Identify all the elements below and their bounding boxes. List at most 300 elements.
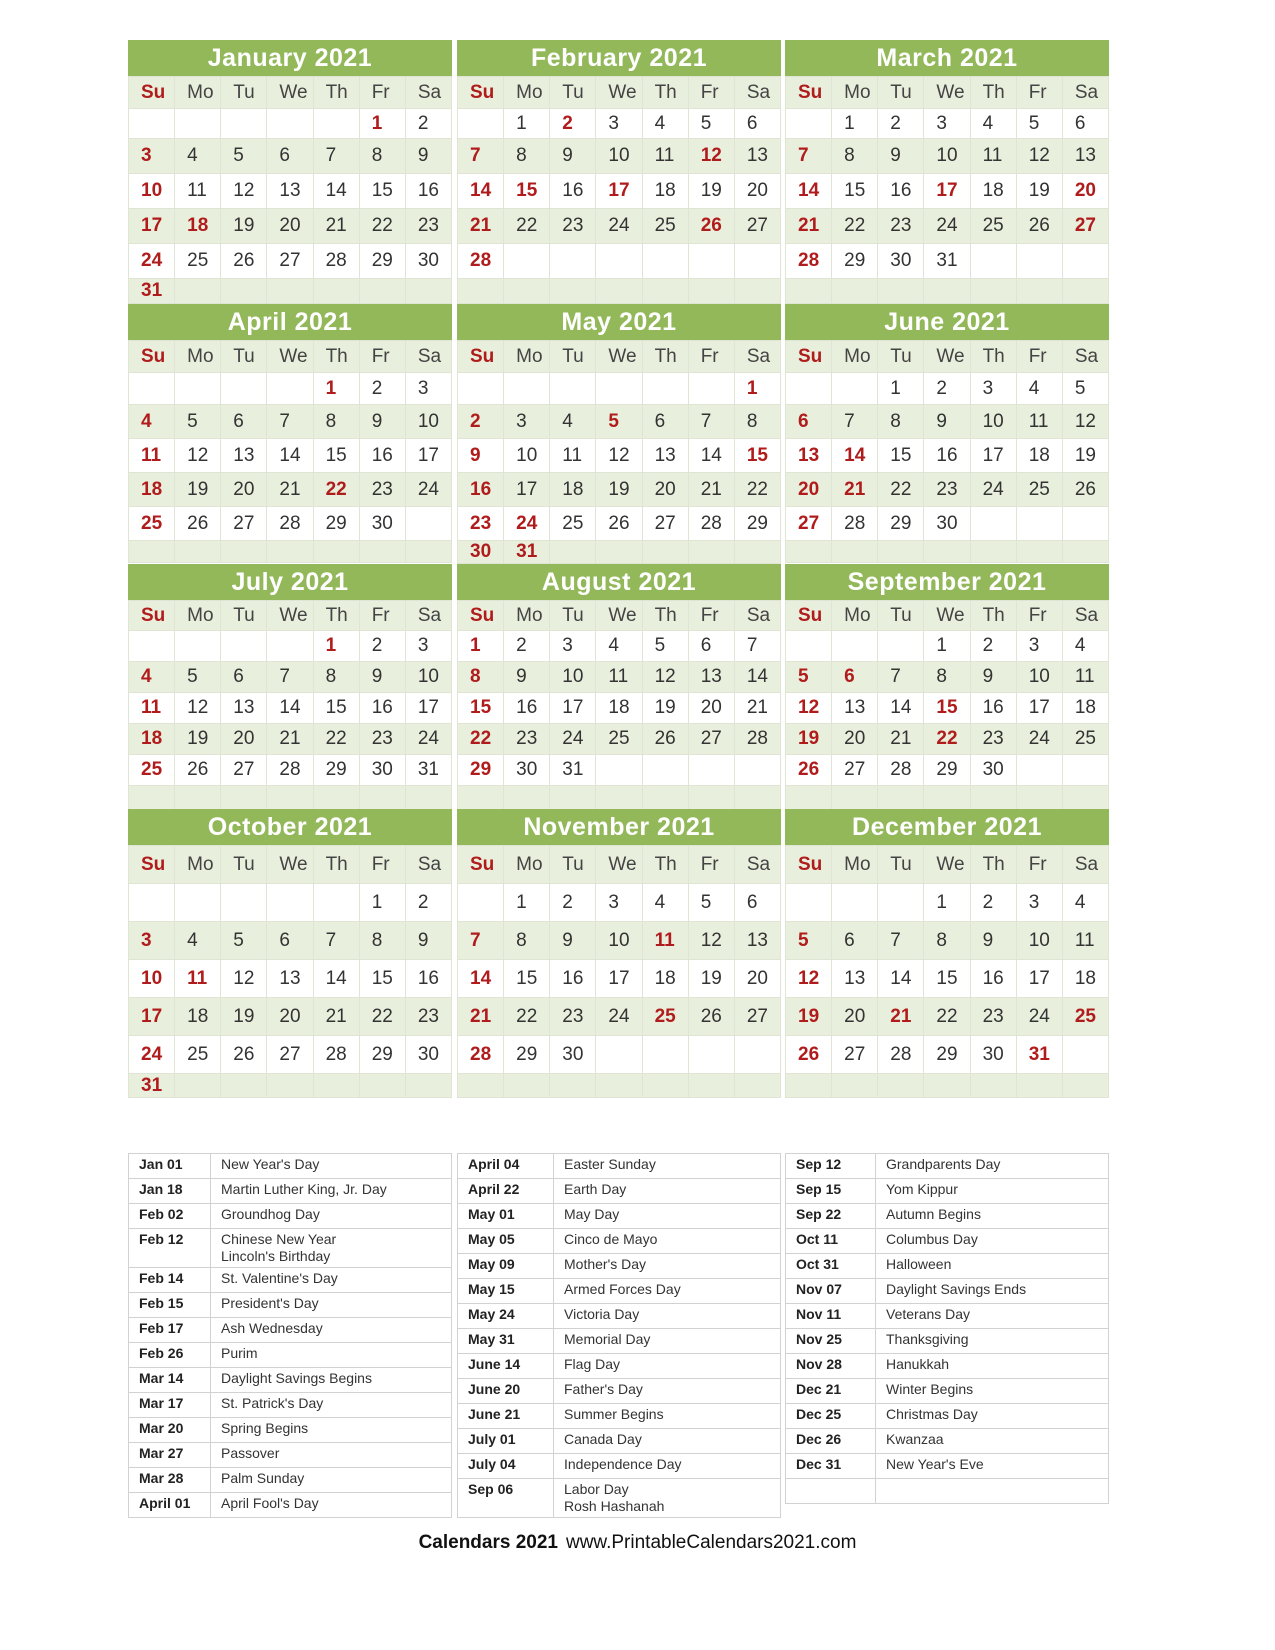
- day-cell: 22: [313, 473, 359, 507]
- empty-day-cell: [786, 541, 832, 563]
- holiday-row: [458, 1204, 781, 1229]
- holiday-name: Kwanzaa: [876, 1429, 1109, 1454]
- day-cell: 15: [313, 693, 359, 724]
- day-cell: 17: [596, 174, 642, 209]
- day-cell: 19: [688, 960, 734, 998]
- holiday-name: Palm Sunday: [211, 1468, 452, 1493]
- holiday-name: Armed Forces Day: [554, 1279, 781, 1304]
- week-row: [786, 373, 1109, 405]
- holiday-name: Easter Sunday: [554, 1154, 781, 1179]
- week-row: [129, 109, 452, 139]
- day-cell: 17: [129, 209, 175, 244]
- empty-day-cell: [458, 786, 504, 810]
- day-cell: 12: [688, 139, 734, 174]
- day-cell: 7: [267, 405, 313, 439]
- day-cell: 20: [832, 724, 878, 755]
- weekday-label: Mo: [175, 846, 221, 884]
- day-cell: 7: [734, 631, 780, 662]
- holiday-row: [458, 1254, 781, 1279]
- weekday-label: Sa: [1062, 846, 1108, 884]
- day-cell: 17: [924, 174, 970, 209]
- holiday-date: Feb 26: [129, 1343, 211, 1368]
- day-cell: 24: [504, 507, 550, 541]
- weekday-label: Fr: [1016, 341, 1062, 373]
- holiday-name: Martin Luther King, Jr. Day: [211, 1179, 452, 1204]
- empty-day-cell: [786, 786, 832, 810]
- day-cell: 6: [267, 922, 313, 960]
- week-row: [458, 209, 781, 244]
- day-cell: 6: [832, 922, 878, 960]
- holiday-name: Autumn Begins: [876, 1204, 1109, 1229]
- day-cell: 13: [734, 139, 780, 174]
- weekday-label: Su: [786, 77, 832, 109]
- day-cell: 8: [359, 922, 405, 960]
- month-may: [457, 304, 781, 564]
- day-cell: 6: [786, 405, 832, 439]
- empty-day-cell: [175, 109, 221, 139]
- empty-day-cell: [786, 109, 832, 139]
- empty-day-cell: [175, 786, 221, 810]
- day-cell: 2: [405, 884, 451, 922]
- holiday-name: Summer Begins: [554, 1404, 781, 1429]
- month-grid: [457, 76, 781, 304]
- weekday-header-row: [786, 341, 1109, 373]
- empty-day-cell: [642, 1074, 688, 1098]
- holiday-date: Sep 12: [786, 1154, 876, 1179]
- day-cell: 21: [267, 473, 313, 507]
- weekday-label: Sa: [1062, 341, 1108, 373]
- empty-day-cell: [129, 631, 175, 662]
- week-row: [129, 279, 452, 304]
- day-cell: 9: [924, 405, 970, 439]
- holiday-row: [129, 1418, 452, 1443]
- empty-day-cell: [970, 1074, 1016, 1098]
- empty-day-cell: [642, 786, 688, 810]
- empty-day-cell: [359, 541, 405, 563]
- empty-day-cell: [1062, 541, 1108, 563]
- holiday-row: [786, 1304, 1109, 1329]
- day-cell: 1: [878, 373, 924, 405]
- day-cell: 8: [924, 662, 970, 693]
- week-row: [458, 998, 781, 1036]
- day-cell: 14: [267, 439, 313, 473]
- day-cell: 2: [359, 631, 405, 662]
- day-cell: 9: [458, 439, 504, 473]
- empty-day-cell: [175, 884, 221, 922]
- holiday-row: [458, 1304, 781, 1329]
- weekday-label: We: [924, 601, 970, 631]
- day-cell: 1: [504, 109, 550, 139]
- holiday-name: Earth Day: [554, 1179, 781, 1204]
- day-cell: 31: [924, 244, 970, 279]
- day-cell: 19: [688, 174, 734, 209]
- holiday-name: May Day: [554, 1204, 781, 1229]
- day-cell: 6: [688, 631, 734, 662]
- day-cell: 20: [832, 998, 878, 1036]
- holiday-date: Nov 25: [786, 1329, 876, 1354]
- holiday-name: Hanukkah: [876, 1354, 1109, 1379]
- empty-day-cell: [642, 541, 688, 564]
- day-cell: 26: [688, 209, 734, 244]
- day-cell: 12: [642, 662, 688, 693]
- week-row: [458, 439, 781, 473]
- day-cell: 29: [832, 244, 878, 279]
- holiday-name: Daylight Savings Ends: [876, 1279, 1109, 1304]
- holiday-date: Sep 06: [458, 1479, 554, 1518]
- day-cell: 3: [596, 109, 642, 139]
- day-cell: 24: [129, 1036, 175, 1074]
- day-cell: 13: [267, 174, 313, 209]
- holiday-date: April 04: [458, 1154, 554, 1179]
- empty-day-cell: [313, 541, 359, 563]
- day-cell: 16: [970, 960, 1016, 998]
- day-cell: 5: [596, 405, 642, 439]
- week-row: [786, 884, 1109, 922]
- empty-day-cell: [175, 541, 221, 563]
- weekday-label: We: [596, 846, 642, 884]
- weekday-label: Su: [458, 846, 504, 884]
- day-cell: 7: [313, 922, 359, 960]
- day-cell: 11: [596, 662, 642, 693]
- weekday-label: Tu: [221, 341, 267, 373]
- day-cell: 28: [878, 755, 924, 786]
- weekday-label: Tu: [878, 77, 924, 109]
- week-row: [129, 473, 452, 507]
- holiday-row: [786, 1154, 1109, 1179]
- empty-day-cell: [734, 786, 780, 810]
- day-cell: 5: [1062, 373, 1108, 405]
- empty-day-cell: [405, 507, 451, 541]
- empty-day-cell: [175, 373, 221, 405]
- holiday-date: Sep 15: [786, 1179, 876, 1204]
- day-cell: 16: [878, 174, 924, 209]
- day-cell: 27: [642, 507, 688, 541]
- day-cell: 25: [175, 244, 221, 279]
- week-row: [458, 1074, 781, 1098]
- holiday-row: [458, 1354, 781, 1379]
- day-cell: 21: [458, 998, 504, 1036]
- empty-day-cell: [1062, 1074, 1108, 1098]
- day-cell: 22: [878, 473, 924, 507]
- day-cell: 20: [786, 473, 832, 507]
- day-cell: 8: [458, 662, 504, 693]
- weekday-label: Tu: [878, 341, 924, 373]
- weekday-label: Mo: [832, 846, 878, 884]
- day-cell: 6: [642, 405, 688, 439]
- weekday-label: Th: [642, 846, 688, 884]
- day-cell: 26: [786, 755, 832, 786]
- day-cell: 28: [458, 244, 504, 279]
- day-cell: 17: [1016, 693, 1062, 724]
- empty-day-cell: [504, 786, 550, 810]
- empty-day-cell: [129, 884, 175, 922]
- weekday-label: Tu: [550, 341, 596, 373]
- empty-day-cell: [129, 786, 175, 810]
- holiday-name: Cinco de Mayo: [554, 1229, 781, 1254]
- week-row: [786, 1036, 1109, 1074]
- day-cell: 18: [175, 209, 221, 244]
- day-cell: 4: [175, 139, 221, 174]
- empty-day-cell: [1062, 755, 1108, 786]
- weekday-label: Th: [313, 77, 359, 109]
- empty-day-cell: [1016, 1074, 1062, 1098]
- day-cell: 10: [504, 439, 550, 473]
- week-row: [458, 755, 781, 786]
- empty-day-cell: [688, 755, 734, 786]
- day-cell: 3: [1016, 884, 1062, 922]
- weekday-label: Su: [458, 601, 504, 631]
- day-cell: 25: [1016, 473, 1062, 507]
- day-cell: 21: [832, 473, 878, 507]
- weekday-label: Th: [970, 601, 1016, 631]
- holiday-name: Labor Day Rosh Hashanah: [554, 1479, 781, 1518]
- day-cell: 4: [596, 631, 642, 662]
- day-cell: 16: [504, 693, 550, 724]
- month-june: [785, 304, 1109, 563]
- week-row: [786, 755, 1109, 786]
- empty-day-cell: [924, 541, 970, 563]
- week-row: [458, 960, 781, 998]
- day-cell: 27: [786, 507, 832, 541]
- weekday-header-row: [458, 77, 781, 109]
- day-cell: 15: [359, 960, 405, 998]
- weekday-label: Sa: [405, 846, 451, 884]
- holiday-row: [458, 1404, 781, 1429]
- day-cell: 18: [596, 693, 642, 724]
- day-cell: 30: [924, 507, 970, 541]
- empty-day-cell: [405, 279, 451, 304]
- empty-day-cell: [832, 541, 878, 563]
- day-cell: 4: [1062, 884, 1108, 922]
- empty-day-cell: [175, 279, 221, 304]
- weekday-label: Fr: [359, 341, 405, 373]
- week-row: [458, 244, 781, 279]
- day-cell: 9: [504, 662, 550, 693]
- empty-day-cell: [175, 631, 221, 662]
- month-december: [785, 809, 1109, 1098]
- weekday-label: Th: [970, 341, 1016, 373]
- holiday-row: [786, 1279, 1109, 1304]
- empty-day-cell: [596, 244, 642, 279]
- empty-day-cell: [970, 786, 1016, 810]
- day-cell: 22: [359, 209, 405, 244]
- day-cell: 20: [642, 473, 688, 507]
- empty-day-cell: [1062, 244, 1108, 279]
- holiday-row: [458, 1379, 781, 1404]
- day-cell: 4: [642, 109, 688, 139]
- day-cell: 29: [924, 755, 970, 786]
- day-cell: 22: [924, 724, 970, 755]
- weekday-label: Th: [970, 77, 1016, 109]
- day-cell: 23: [359, 724, 405, 755]
- month-grid: [128, 845, 452, 1098]
- weekday-label: We: [924, 846, 970, 884]
- empty-day-cell: [642, 1036, 688, 1074]
- day-cell: 28: [313, 1036, 359, 1074]
- day-cell: 13: [786, 439, 832, 473]
- weekday-label: Th: [642, 341, 688, 373]
- day-cell: 3: [550, 631, 596, 662]
- day-cell: 2: [924, 373, 970, 405]
- holiday-row: [458, 1429, 781, 1454]
- empty-day-cell: [970, 244, 1016, 279]
- empty-day-cell: [313, 884, 359, 922]
- empty-day-cell: [596, 1074, 642, 1098]
- day-cell: 31: [129, 279, 175, 304]
- day-cell: 25: [129, 755, 175, 786]
- day-cell: 13: [832, 693, 878, 724]
- day-cell: 19: [786, 724, 832, 755]
- holiday-row: [129, 1343, 452, 1368]
- day-cell: 10: [129, 960, 175, 998]
- day-cell: 16: [359, 693, 405, 724]
- day-cell: 8: [924, 922, 970, 960]
- weekday-label: Fr: [688, 601, 734, 631]
- holiday-name: Chinese New Year Lincoln's Birthday: [211, 1229, 452, 1268]
- weekday-label: Tu: [550, 846, 596, 884]
- holiday-name: Columbus Day: [876, 1229, 1109, 1254]
- weekday-label: Su: [458, 341, 504, 373]
- holiday-row: [129, 1268, 452, 1293]
- empty-day-cell: [129, 109, 175, 139]
- holiday-date: July 04: [458, 1454, 554, 1479]
- day-cell: 1: [359, 109, 405, 139]
- holiday-name: Thanksgiving: [876, 1329, 1109, 1354]
- week-row: [458, 786, 781, 810]
- day-cell: 28: [313, 244, 359, 279]
- day-cell: 24: [550, 724, 596, 755]
- empty-day-cell: [786, 884, 832, 922]
- empty-day-cell: [359, 1074, 405, 1098]
- day-cell: 6: [267, 139, 313, 174]
- week-row: [458, 373, 781, 405]
- day-cell: 14: [878, 693, 924, 724]
- week-row: [129, 755, 452, 786]
- day-cell: 26: [786, 1036, 832, 1074]
- weekday-label: Sa: [734, 601, 780, 631]
- day-cell: 22: [734, 473, 780, 507]
- day-cell: 6: [734, 109, 780, 139]
- day-cell: 25: [642, 209, 688, 244]
- week-row: [458, 922, 781, 960]
- day-cell: 10: [970, 405, 1016, 439]
- empty-day-cell: [267, 109, 313, 139]
- day-cell: 6: [832, 662, 878, 693]
- day-cell: 3: [129, 922, 175, 960]
- empty-day-cell: [832, 631, 878, 662]
- holiday-date: Jan 01: [129, 1154, 211, 1179]
- day-cell: 23: [405, 998, 451, 1036]
- day-cell: 15: [924, 693, 970, 724]
- empty-day-cell: [221, 109, 267, 139]
- day-cell: 21: [688, 473, 734, 507]
- weekday-label: Sa: [734, 846, 780, 884]
- day-cell: 31: [129, 1074, 175, 1098]
- day-cell: 30: [359, 507, 405, 541]
- day-cell: 5: [1016, 109, 1062, 139]
- empty-day-cell: [550, 786, 596, 810]
- day-cell: 17: [129, 998, 175, 1036]
- day-cell: 23: [970, 724, 1016, 755]
- day-cell: 24: [596, 998, 642, 1036]
- weekday-header-row: [458, 846, 781, 884]
- footer-url[interactable]: www.PrintableCalendars2021.com: [565, 1532, 857, 1553]
- day-cell: 11: [642, 922, 688, 960]
- empty-day-cell: [267, 786, 313, 810]
- day-cell: 2: [550, 884, 596, 922]
- day-cell: 11: [1062, 922, 1108, 960]
- holiday-row: [786, 1204, 1109, 1229]
- day-cell: 5: [786, 922, 832, 960]
- day-cell: 27: [832, 755, 878, 786]
- day-cell: 8: [878, 405, 924, 439]
- day-cell: 17: [970, 439, 1016, 473]
- day-cell: 4: [970, 109, 1016, 139]
- day-cell: 2: [458, 405, 504, 439]
- holiday-row: [129, 1368, 452, 1393]
- empty-day-cell: [1016, 541, 1062, 563]
- day-cell: 19: [1016, 174, 1062, 209]
- day-cell: 19: [596, 473, 642, 507]
- weekday-label: Sa: [405, 77, 451, 109]
- day-cell: 16: [359, 439, 405, 473]
- empty-day-cell: [458, 279, 504, 304]
- day-cell: 22: [504, 209, 550, 244]
- day-cell: 24: [924, 209, 970, 244]
- day-cell: 30: [458, 541, 504, 564]
- empty-day-cell: [504, 373, 550, 405]
- day-cell: 7: [832, 405, 878, 439]
- empty-day-cell: [458, 373, 504, 405]
- empty-day-cell: [734, 1074, 780, 1098]
- day-cell: 23: [970, 998, 1016, 1036]
- holiday-name: St. Patrick's Day: [211, 1393, 452, 1418]
- empty-day-cell: [596, 1036, 642, 1074]
- day-cell: 28: [878, 1036, 924, 1074]
- day-cell: 31: [550, 755, 596, 786]
- weekday-label: Tu: [221, 846, 267, 884]
- day-cell: 21: [313, 998, 359, 1036]
- week-row: [786, 174, 1109, 209]
- week-row: [129, 1074, 452, 1098]
- day-cell: 22: [832, 209, 878, 244]
- day-cell: 6: [734, 884, 780, 922]
- week-row: [786, 507, 1109, 541]
- day-cell: 7: [688, 405, 734, 439]
- day-cell: 15: [734, 439, 780, 473]
- week-row: [786, 473, 1109, 507]
- month-title: May 2021: [457, 304, 781, 340]
- day-cell: 17: [1016, 960, 1062, 998]
- holiday-row: [786, 1254, 1109, 1279]
- empty-day-cell: [313, 109, 359, 139]
- empty-day-cell: [688, 244, 734, 279]
- day-cell: 26: [1062, 473, 1108, 507]
- day-cell: 12: [1062, 405, 1108, 439]
- day-cell: 27: [221, 755, 267, 786]
- holiday-name: Passover: [211, 1443, 452, 1468]
- day-cell: 11: [175, 960, 221, 998]
- day-cell: 20: [1062, 174, 1108, 209]
- holiday-date: Feb 12: [129, 1229, 211, 1268]
- day-cell: 7: [458, 922, 504, 960]
- empty-day-cell: [688, 786, 734, 810]
- month-title: July 2021: [128, 564, 452, 600]
- day-cell: 10: [405, 405, 451, 439]
- weekday-label: Fr: [688, 341, 734, 373]
- month-september: [785, 564, 1109, 810]
- day-cell: 30: [970, 1036, 1016, 1074]
